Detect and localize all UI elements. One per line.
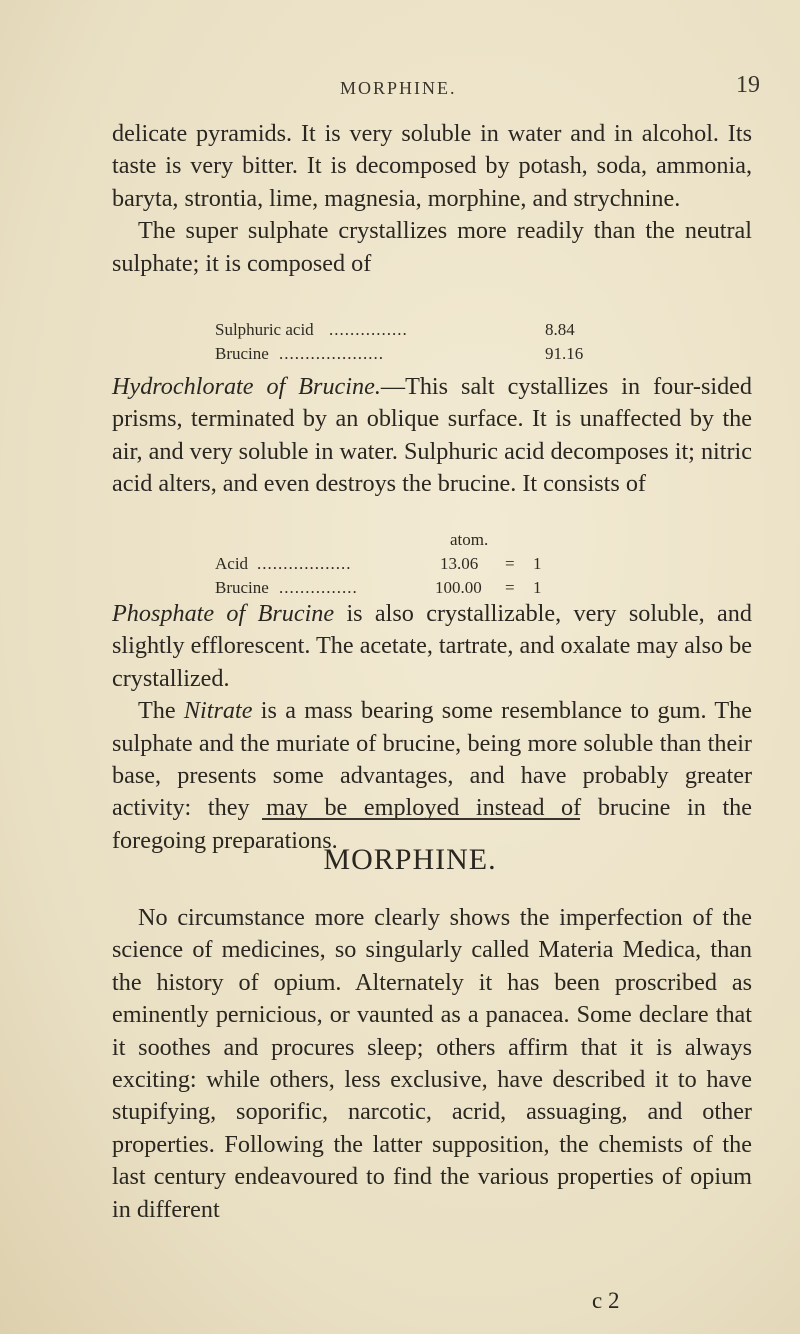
table-label: Sulphuric acid <box>215 320 314 339</box>
composition-table-hydrochlorate <box>215 528 635 600</box>
page-number: 19 <box>736 72 760 98</box>
page-header <box>0 72 800 104</box>
paragraph-morphine <box>112 902 752 1226</box>
leader-dots: .................. <box>257 554 352 573</box>
paragraph-text: is also crystallizable, very soluble, and slightly efflorescent. The acetate, tartrate, and oxalate may also be crystallized. <box>112 600 752 692</box>
italic-title: Phosphate of Brucine <box>112 600 335 627</box>
column-header: atom. <box>450 530 489 549</box>
paragraph-text: —This salt cystallizes in four-sided prisms, terminated by an oblique surface. It is unaffected by the air, and very soluble in water. Sulphuric acid decomposes it; nitric acid alters, and even destroys the brucine. It consists of <box>112 373 752 498</box>
running-head: MORPHINE. <box>340 78 457 98</box>
atom-count: 1 <box>533 554 542 573</box>
paragraph-brucine-sulphate <box>112 118 752 280</box>
table-value: 13.06 <box>440 554 479 573</box>
paragraph-text: No circumstance more clearly shows the imperfection of the science of medicines, so singularly called Materia Medica, than the history of opium. Alternately it has been proscribed as eminently pernicious, or vaunted as a panacea. Some declare that it soothes and procures sleep; others affirm that it is always exciting: while others, less exclusive, have described it to have stupifying, soporific, narcotic, acrid, assuaging, and other properties. Following the latter supposition, the chemists of the last century endeavoured to find the various properties of opium in different <box>112 904 752 1223</box>
table-value: 8.84 <box>545 320 575 339</box>
signature-mark: c 2 <box>592 1288 620 1313</box>
table-row <box>215 318 635 342</box>
atom-count: 1 <box>533 578 542 597</box>
table-row <box>215 552 635 576</box>
leader-dots: .................... <box>279 344 384 363</box>
equals-sign: = <box>505 578 515 597</box>
table-label: Brucine <box>215 578 269 597</box>
section-divider <box>262 818 580 820</box>
paragraph-text: is a mass bearing some resemblance to gum. The sulphate and the muriate of brucine, being more soluble than their base, presents some advantages, and have probably greater activity: they may be employed instead of brucine in the foregoing preparations. <box>112 697 752 854</box>
composition-table-sulphate <box>215 318 635 366</box>
section-heading: MORPHINE. <box>323 843 497 876</box>
paragraph-text: delicate pyramids. It is very soluble in water and in alcohol. Its taste is very bitter. It is decomposed by potash, soda, ammonia, baryta, strontia, lime, magnesia, morphine, and strychnine. <box>112 120 752 212</box>
paragraph-text: The super sulphate crystallizes more readily than the neutral sulphate; it is composed of <box>112 217 752 277</box>
equals-sign: = <box>505 554 515 573</box>
leader-dots: ............... <box>329 320 408 339</box>
paragraph-text: The <box>138 697 184 725</box>
table-value: 91.16 <box>545 344 584 363</box>
leader-dots: ............... <box>279 578 358 597</box>
table-row <box>215 576 635 600</box>
table-label: Brucine <box>215 344 269 363</box>
table-value: 100.00 <box>435 578 482 597</box>
table-header-row <box>215 528 635 552</box>
table-label: Acid <box>215 554 249 573</box>
italic-title: Nitrate <box>183 697 253 725</box>
paragraph-hydrochlorate <box>112 371 752 501</box>
italic-title: Hydrochlorate of Brucine. <box>112 373 381 400</box>
table-row <box>215 342 635 366</box>
